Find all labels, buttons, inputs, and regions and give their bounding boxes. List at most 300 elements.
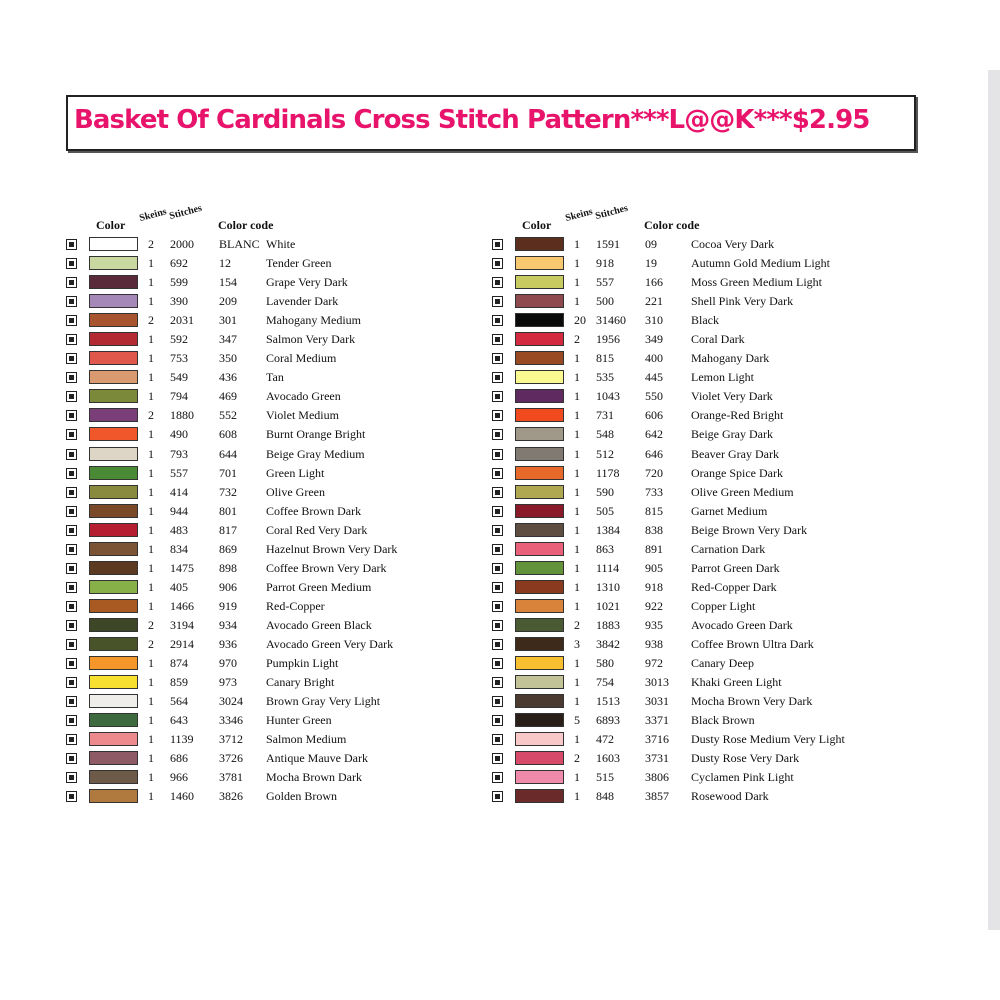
color-code: 19 <box>645 256 657 271</box>
color-name: Beige Brown Very Dark <box>691 522 808 537</box>
color-name: Hazelnut Brown Very Dark <box>266 541 398 556</box>
color-code: 922 <box>645 598 663 613</box>
color-name: Orange-Red Bright <box>691 408 784 423</box>
skein-count: 20 <box>574 313 586 328</box>
skein-count: 1 <box>574 694 580 709</box>
legend-row <box>488 446 908 465</box>
skein-count: 1 <box>574 256 580 271</box>
stitch-symbol-icon <box>66 639 77 650</box>
color-code: 3031 <box>645 694 669 709</box>
color-name: Khaki Green Light <box>691 675 782 690</box>
color-swatch <box>515 637 564 651</box>
stitch-count: 580 <box>596 656 614 671</box>
stitch-count: 643 <box>170 713 188 728</box>
color-swatch <box>89 656 138 670</box>
legend-rows <box>488 236 908 807</box>
legend-row <box>62 617 482 636</box>
stitch-symbol-icon <box>66 696 77 707</box>
color-name: Parrot Green Medium <box>266 579 372 594</box>
stitch-symbol-icon <box>492 544 503 555</box>
stitch-count: 515 <box>596 770 614 785</box>
color-name: Golden Brown <box>266 789 337 804</box>
color-name: Dusty Rose Very Dark <box>691 751 800 766</box>
stitch-count: 1603 <box>596 751 620 766</box>
color-code: 906 <box>219 579 237 594</box>
stitch-count: 731 <box>596 408 614 423</box>
color-code: 469 <box>219 389 237 404</box>
legend-row <box>488 312 908 331</box>
stitch-symbol-icon <box>492 410 503 421</box>
legend-row <box>62 388 482 407</box>
color-swatch <box>89 447 138 461</box>
legend-row <box>488 541 908 560</box>
stitch-count: 1513 <box>596 694 620 709</box>
stitch-count: 918 <box>596 256 614 271</box>
color-name: Salmon Medium <box>266 732 347 747</box>
page-title: Basket Of Cardinals Cross Stitch Pattern***L@@K***$2.95 <box>74 105 870 135</box>
color-code: 400 <box>645 351 663 366</box>
color-swatch <box>515 389 564 403</box>
color-name: Rosewood Dark <box>691 789 769 804</box>
color-name: Beige Gray Medium <box>266 446 365 461</box>
stitch-count: 390 <box>170 294 188 309</box>
stitch-symbol-icon <box>492 487 503 498</box>
color-swatch <box>515 408 564 422</box>
skein-count: 1 <box>574 351 580 366</box>
legend-row <box>62 674 482 693</box>
color-swatch <box>89 637 138 651</box>
legend-row <box>488 598 908 617</box>
legend-row <box>62 331 482 350</box>
stitch-symbol-icon <box>492 525 503 536</box>
color-code: 733 <box>645 484 663 499</box>
legend-row <box>488 255 908 274</box>
color-swatch <box>89 504 138 518</box>
stitch-count: 6893 <box>596 713 620 728</box>
stitch-symbol-icon <box>66 601 77 612</box>
header-color-code: Color code <box>218 218 274 232</box>
color-code: 936 <box>219 636 237 651</box>
color-code: 642 <box>645 427 663 442</box>
stitch-symbol-icon <box>492 258 503 269</box>
color-name: Lavender Dark <box>266 294 339 309</box>
skein-count: 1 <box>148 446 154 461</box>
header-skeins: Skeins <box>138 206 168 224</box>
color-name: Copper Light <box>691 598 756 613</box>
color-name: Red-Copper <box>266 598 325 613</box>
color-name: Antique Mauve Dark <box>266 751 368 766</box>
legend-row <box>488 712 908 731</box>
stitch-symbol-icon <box>492 391 503 402</box>
stitch-count: 834 <box>170 541 188 556</box>
header-color: Color <box>96 218 126 232</box>
color-name: Garnet Medium <box>691 503 768 518</box>
skein-count: 1 <box>574 579 580 594</box>
legend-row <box>488 579 908 598</box>
stitch-count: 557 <box>596 275 614 290</box>
skein-count: 1 <box>574 484 580 499</box>
skein-count: 1 <box>148 351 154 366</box>
color-name: Mahogany Medium <box>266 313 361 328</box>
color-name: Canary Deep <box>691 656 754 671</box>
color-code: 3826 <box>219 789 243 804</box>
legend-row <box>488 331 908 350</box>
color-swatch <box>515 618 564 632</box>
legend-row <box>62 636 482 655</box>
stitch-symbol-icon <box>492 353 503 364</box>
stitch-symbol-icon <box>66 391 77 402</box>
skein-count: 1 <box>148 560 154 575</box>
stitch-count: 483 <box>170 522 188 537</box>
color-code: 644 <box>219 446 237 461</box>
color-code: 891 <box>645 541 663 556</box>
legend-row <box>488 731 908 750</box>
skein-count: 1 <box>574 656 580 671</box>
stitch-symbol-icon <box>492 277 503 288</box>
color-swatch <box>89 713 138 727</box>
stitch-symbol-icon <box>492 696 503 707</box>
stitch-count: 1021 <box>596 598 620 613</box>
skein-count: 1 <box>574 446 580 461</box>
color-name: Olive Green <box>266 484 325 499</box>
color-name: Orange Spice Dark <box>691 465 783 480</box>
color-code: 349 <box>645 332 663 347</box>
legend-row <box>62 788 482 807</box>
stitch-symbol-icon <box>492 639 503 650</box>
color-code: 646 <box>645 446 663 461</box>
color-code: 3024 <box>219 694 243 709</box>
stitch-symbol-icon <box>66 372 77 383</box>
stitch-symbol-icon <box>492 677 503 688</box>
color-code: 3857 <box>645 789 669 804</box>
legend-row <box>62 769 482 788</box>
color-swatch <box>89 275 138 289</box>
stitch-symbol-icon <box>66 315 77 326</box>
legend-row <box>62 407 482 426</box>
color-swatch <box>89 332 138 346</box>
color-name: Salmon Very Dark <box>266 332 356 347</box>
color-code: 720 <box>645 465 663 480</box>
color-name: Coffee Brown Ultra Dark <box>691 636 814 651</box>
title-banner <box>66 95 916 151</box>
stitch-count: 692 <box>170 256 188 271</box>
skein-count: 1 <box>574 503 580 518</box>
skein-count: 1 <box>574 370 580 385</box>
legend-left <box>62 202 482 810</box>
stitch-count: 592 <box>170 332 188 347</box>
stitch-symbol-icon <box>492 582 503 593</box>
color-code: 301 <box>219 313 237 328</box>
legend-row <box>62 560 482 579</box>
color-code: 732 <box>219 484 237 499</box>
color-swatch <box>89 732 138 746</box>
legend-row <box>62 541 482 560</box>
skein-count: 1 <box>574 294 580 309</box>
legend-row <box>62 655 482 674</box>
legend-row <box>488 617 908 636</box>
color-name: Moss Green Medium Light <box>691 275 822 290</box>
color-code: 838 <box>645 522 663 537</box>
legend-row <box>488 484 908 503</box>
skein-count: 1 <box>148 598 154 613</box>
skein-count: 2 <box>148 237 154 251</box>
color-code: 3806 <box>645 770 669 785</box>
color-name: Cyclamen Pink Light <box>691 770 794 785</box>
color-name: Violet Very Dark <box>691 389 773 404</box>
color-code: 938 <box>645 636 663 651</box>
legend-row <box>488 693 908 712</box>
legend-row <box>488 465 908 484</box>
legend-row <box>62 598 482 617</box>
stitch-symbol-icon <box>492 658 503 669</box>
color-swatch <box>515 466 564 480</box>
color-name: Coral Dark <box>691 332 745 347</box>
color-swatch <box>515 294 564 308</box>
color-code: 3371 <box>645 713 669 728</box>
color-name: Canary Bright <box>266 675 335 690</box>
stitch-count: 31460 <box>596 313 626 328</box>
stitch-count: 815 <box>596 351 614 366</box>
color-name: Parrot Green Dark <box>691 560 780 575</box>
stitch-symbol-icon <box>66 677 77 688</box>
skein-count: 1 <box>148 732 154 747</box>
stitch-symbol-icon <box>492 449 503 460</box>
legend-row <box>488 293 908 312</box>
color-name: Autumn Gold Medium Light <box>691 256 830 271</box>
skein-count: 1 <box>574 541 580 556</box>
color-code: 935 <box>645 617 663 632</box>
stitch-symbol-icon <box>66 429 77 440</box>
color-name: Grape Very Dark <box>266 275 348 290</box>
header-stitches: Stitches <box>168 202 204 222</box>
stitch-count: 405 <box>170 579 188 594</box>
skein-count: 1 <box>148 256 154 271</box>
color-name: Pumpkin Light <box>266 656 339 671</box>
color-code: 209 <box>219 294 237 309</box>
color-swatch <box>515 504 564 518</box>
color-swatch <box>515 351 564 365</box>
stitch-symbol-icon <box>492 506 503 517</box>
color-swatch <box>89 294 138 308</box>
skein-count: 2 <box>574 617 580 632</box>
skein-count: 1 <box>574 522 580 537</box>
color-name: Beaver Gray Dark <box>691 446 779 461</box>
color-swatch <box>89 389 138 403</box>
color-name: Black Brown <box>691 713 755 728</box>
legend-row <box>488 655 908 674</box>
color-code: 3013 <box>645 675 669 690</box>
legend-row <box>62 312 482 331</box>
skein-count: 1 <box>148 370 154 385</box>
legend-row <box>62 426 482 445</box>
color-code: 801 <box>219 503 237 518</box>
color-swatch <box>89 770 138 784</box>
stitch-count: 754 <box>596 675 614 690</box>
stitch-count: 1466 <box>170 598 194 613</box>
color-code: 918 <box>645 579 663 594</box>
skein-count: 3 <box>574 636 580 651</box>
skein-count: 1 <box>148 427 154 442</box>
color-code: 166 <box>645 275 663 290</box>
skein-count: 1 <box>148 275 154 290</box>
stitch-symbol-icon <box>492 734 503 745</box>
header-skeins: Skeins <box>564 206 594 224</box>
stitch-symbol-icon <box>66 258 77 269</box>
legend-row <box>488 236 908 255</box>
color-name: Lemon Light <box>691 370 754 385</box>
skein-count: 1 <box>574 560 580 575</box>
color-swatch <box>515 523 564 537</box>
color-code: 973 <box>219 675 237 690</box>
color-swatch <box>515 370 564 384</box>
stitch-symbol-icon <box>492 468 503 479</box>
color-swatch <box>515 732 564 746</box>
color-swatch <box>89 523 138 537</box>
stitch-count: 500 <box>596 294 614 309</box>
stitch-symbol-icon <box>66 563 77 574</box>
stitch-count: 793 <box>170 446 188 461</box>
color-code: 3731 <box>645 751 669 766</box>
color-swatch <box>515 675 564 689</box>
stitch-symbol-icon <box>66 658 77 669</box>
color-code: 550 <box>645 389 663 404</box>
color-code: 3346 <box>219 713 243 728</box>
stitch-count: 548 <box>596 427 614 442</box>
stitch-symbol-icon <box>66 449 77 460</box>
stitch-count: 794 <box>170 389 188 404</box>
stitch-count: 512 <box>596 446 614 461</box>
legend-row <box>62 350 482 369</box>
legend-row <box>62 369 482 388</box>
color-code: 3781 <box>219 770 243 785</box>
color-code: 310 <box>645 313 663 328</box>
legend-row <box>62 712 482 731</box>
color-code: BLANC <box>219 237 260 251</box>
color-code: 436 <box>219 370 237 385</box>
color-name: Carnation Dark <box>691 541 766 556</box>
stitch-count: 944 <box>170 503 188 518</box>
color-code: 815 <box>645 503 663 518</box>
color-name: Coral Red Very Dark <box>266 522 368 537</box>
legend-row <box>488 769 908 788</box>
skein-count: 1 <box>148 465 154 480</box>
stitch-symbol-icon <box>66 468 77 479</box>
legend-row <box>62 274 482 293</box>
color-name: Violet Medium <box>266 408 339 423</box>
stitch-count: 874 <box>170 656 188 671</box>
legend-row <box>488 350 908 369</box>
stitch-symbol-icon <box>492 753 503 764</box>
legend-row <box>488 674 908 693</box>
stitch-symbol-icon <box>66 296 77 307</box>
stitch-count: 1178 <box>596 465 620 480</box>
color-name: Brown Gray Very Light <box>266 694 381 709</box>
skein-count: 2 <box>574 332 580 347</box>
color-swatch <box>515 313 564 327</box>
skein-count: 1 <box>148 503 154 518</box>
color-swatch <box>515 599 564 613</box>
skein-count: 1 <box>148 656 154 671</box>
stitch-symbol-icon <box>66 487 77 498</box>
color-swatch <box>89 485 138 499</box>
skein-count: 1 <box>574 598 580 613</box>
color-name: Hunter Green <box>266 713 332 728</box>
stitch-count: 1883 <box>596 617 620 632</box>
color-swatch <box>515 656 564 670</box>
color-code: 3726 <box>219 751 243 766</box>
color-name: Green Light <box>266 465 325 480</box>
legend-row <box>62 236 482 255</box>
skein-count: 5 <box>574 713 580 728</box>
color-name: Avocado Green Dark <box>691 617 793 632</box>
stitch-count: 1310 <box>596 579 620 594</box>
stitch-symbol-icon <box>492 620 503 631</box>
color-code: 869 <box>219 541 237 556</box>
stitch-symbol-icon <box>492 601 503 612</box>
stitch-count: 549 <box>170 370 188 385</box>
color-swatch <box>89 351 138 365</box>
stitch-symbol-icon <box>66 772 77 783</box>
legend-right <box>488 202 908 810</box>
stitch-count: 472 <box>596 732 614 747</box>
color-name: Avocado Green Very Dark <box>266 636 394 651</box>
stitch-count: 3194 <box>170 617 194 632</box>
legend-row <box>62 484 482 503</box>
legend-row <box>488 503 908 522</box>
stitch-symbol-icon <box>66 620 77 631</box>
color-name: Coffee Brown Very Dark <box>266 560 387 575</box>
color-swatch <box>89 313 138 327</box>
stitch-symbol-icon <box>66 277 77 288</box>
skein-count: 1 <box>574 789 580 804</box>
color-name: Black <box>691 313 719 328</box>
skein-count: 1 <box>148 713 154 728</box>
stitch-count: 848 <box>596 789 614 804</box>
color-name: Mahogany Dark <box>691 351 770 366</box>
stitch-symbol-icon <box>492 296 503 307</box>
stitch-symbol-icon <box>492 715 503 726</box>
legend-row <box>488 560 908 579</box>
right-edge-strip <box>988 70 1000 930</box>
color-swatch <box>89 427 138 441</box>
skein-count: 1 <box>574 465 580 480</box>
stitch-symbol-icon <box>66 582 77 593</box>
legend-row <box>62 293 482 312</box>
legend-row <box>488 388 908 407</box>
legend-row <box>62 465 482 484</box>
skein-count: 1 <box>574 675 580 690</box>
stitch-count: 1139 <box>170 732 194 747</box>
color-code: 221 <box>645 294 663 309</box>
stitch-symbol-icon <box>492 315 503 326</box>
skein-count: 1 <box>148 694 154 709</box>
stitch-count: 1880 <box>170 408 194 423</box>
color-swatch <box>89 580 138 594</box>
color-swatch <box>515 770 564 784</box>
stitch-count: 1460 <box>170 789 194 804</box>
color-name: Coral Medium <box>266 351 337 366</box>
color-swatch <box>515 542 564 556</box>
color-name: Tan <box>266 370 284 385</box>
legend-row <box>488 788 908 807</box>
color-name: Avocado Green <box>266 389 341 404</box>
color-code: 350 <box>219 351 237 366</box>
color-name: Tender Green <box>266 256 332 271</box>
legend-row <box>488 426 908 445</box>
skein-count: 2 <box>148 636 154 651</box>
legend-row <box>488 750 908 769</box>
stitch-count: 557 <box>170 465 188 480</box>
